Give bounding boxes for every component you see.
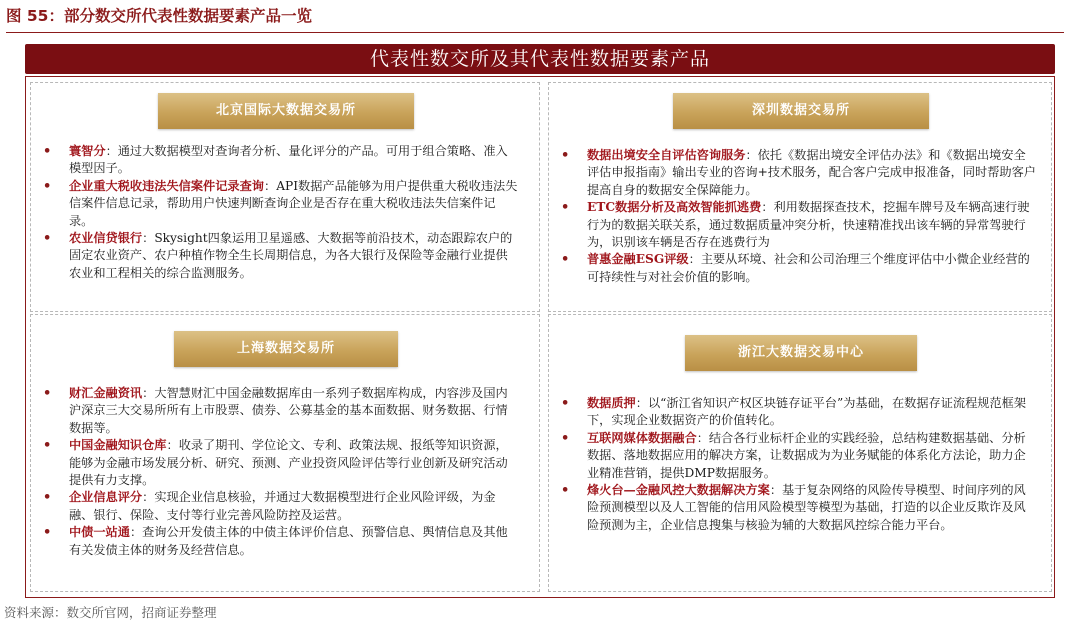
product-name: 财汇金融资讯 <box>69 386 143 400</box>
bullet-icon: • <box>43 386 52 401</box>
product-desc: 查询公开发债主体的中债主体评价信息、预警信息、舆情信息及其他有关发债主体的财务及经营信息。 <box>69 525 508 557</box>
product-desc: 主要从环境、社会和公司治理三个维度评估中小微企业经营的可持续性与对社会价值的影响。 <box>587 252 1030 284</box>
list-item: • ETC数据分析及高效智能抓逃费：利用数据探查技术，挖掘车牌号及车辆高速行驶行为的数据关联关系，通过数据质量冲突分析，快速精准找出该车辆的异常驾驶行为，识别该车辆是否存在逃费行为 <box>561 200 1030 250</box>
product-name: 寰智分 <box>69 144 106 158</box>
product-desc: 大智慧财汇中国金融数据库由一系列子数据库构成，内容涉及国内沪深京三大交易所所有上市股票、债券、公募基金的基本面数据、财务数据、行情数据等。 <box>69 386 508 435</box>
exchange-label-shanghai: 上海数据交易所 <box>174 331 398 367</box>
product-desc: 依托《数据出境安全评估办法》和《数据出境安全评估申报指南》输出专业的咨询+技术服务，配合客户完成申报准备，同时帮助客户提高自身的数据安全保障能力。 <box>587 148 1036 197</box>
product-name: 中债一站通 <box>69 525 130 540</box>
panel-shanghai <box>30 314 540 592</box>
product-desc: 通过大数据模型对查询者分析、量化评分的产品。可用于组合策略、准入模型因子。 <box>69 144 508 176</box>
product-name: 互联网媒体数据融合 <box>587 430 697 445</box>
product-name: 数据出境安全自评估咨询服务 <box>587 148 746 162</box>
list-item: • 中债一站通：查询公开发债主体的中债主体评价信息、预警信息、舆情信息及其他有关发债主体的财务及经营信息。 <box>43 525 508 557</box>
product-name: 企业信息评分 <box>69 490 143 505</box>
bullet-icon: • <box>561 148 570 163</box>
bullet-icon: • <box>43 231 52 247</box>
product-name: 中国金融知识仓库 <box>69 438 167 453</box>
figure-title: 图 55：部分数交所代表性数据要素产品一览 <box>6 7 312 25</box>
bullet-icon: • <box>43 144 52 159</box>
bullet-icon: • <box>561 252 570 268</box>
product-desc: API数据产品能够为用户提供重大税收违法失信案件信息记录，帮助用户快速判断查询企业是否存在重大税收违法失信案件记录。 <box>69 178 518 228</box>
bullet-icon: • <box>43 525 52 541</box>
bullet-icon: • <box>43 178 52 194</box>
panel-shenzhen <box>548 82 1052 312</box>
product-name: 数据质押 <box>587 396 636 410</box>
banner-title: 代表性数交所及其代表性数据要素产品 <box>25 44 1055 74</box>
list-item: • 中国金融知识仓库：收录了期刊、学位论文、专利、政策法规、报纸等知识资源，能够为金融市场发展分析、研究、预测、产业投资风险评估等行业创新及研究活动提供有力支撑。 <box>43 438 508 488</box>
bullet-icon: • <box>43 490 52 506</box>
product-list-shenzhen <box>561 147 1037 286</box>
product-desc: 利用数据探查技术，挖掘车牌号及车辆高速行驶行为的数据关联关系，通过数据质量冲突分析，快速精准找出该车辆的异常驾驶行为，识别该车辆是否存在逃费行为 <box>587 200 1030 250</box>
product-name: 企业重大税收违法失信案件记录查询 <box>69 178 264 193</box>
list-item: • 数据出境安全自评估咨询服务：依托《数据出境安全评估办法》和《数据出境安全评估申报指南》输出专业的咨询+技术服务，配合客户完成申报准备，同时帮助客户提高自身的数据安全保障能力。 <box>561 148 1036 197</box>
list-item: • 烽火台—金融风控大数据解决方案：基于复杂网络的风险传导模型、时间序列的风险预测模型以及人工智能的信用风险模型等模型为基础，打造的以企业反欺诈及风险预测为主，企业信息搜集与核验为辅的大数据风控综合能力平台。 <box>561 483 1026 532</box>
bullet-icon: • <box>561 396 570 411</box>
list-item: • 企业信息评分：实现企业信息核验，并通过大数据模型进行企业风险评级，为金融、银行、保险、支付等行业完善风险防控及运营。 <box>43 490 496 522</box>
list-item: • 互联网媒体数据融合：结合各行业标杆企业的实践经验，总结构建数据基础、分析数据、落地数据应用的解决方案，让数据成为为业务赋能的体系化方法论，助力企业精准营销，提供DMP数据服务。 <box>561 430 1026 480</box>
bullet-icon: • <box>561 430 570 446</box>
list-item: • 企业重大税收违法失信案件记录查询：API数据产品能够为用户提供重大税收违法失信案件信息记录，帮助用户快速判断查询企业是否存在重大税收违法失信案件记录。 <box>43 178 518 228</box>
bullet-icon: • <box>43 438 52 454</box>
product-name: 普惠金融ESG评级 <box>587 252 689 267</box>
exchange-label-beijing: 北京国际大数据交易所 <box>158 93 414 129</box>
list-item: • 数据质押：以“浙江省知识产权区块链存证平台”为基础，在数据存证流程规范框架下，实现企业数据资产的价值转化。 <box>561 396 1027 428</box>
panel-beijing <box>30 82 540 312</box>
list-item: • 财汇金融资讯：大智慧财汇中国金融数据库由一系列子数据库构成，内容涉及国内沪深京三大交易所所有上市股票、债券、公募基金的基本面数据、财务数据、行情数据等。 <box>43 386 508 435</box>
product-list-beijing <box>43 143 519 282</box>
title-divider <box>6 32 1064 33</box>
product-desc: 结合各行业标杆企业的实践经验，总结构建数据基础、分析数据、落地数据应用的解决方案，让数据成为为业务赋能的体系化方法论，助力企业精准营销，提供DMP数据服务。 <box>587 430 1026 480</box>
product-list-zhejiang <box>561 395 1037 534</box>
exchange-label-zhejiang: 浙江大数据交易中心 <box>685 335 917 371</box>
list-item: • 普惠金融ESG评级：主要从环境、社会和公司治理三个维度评估中小微企业经营的可持续性与对社会价值的影响。 <box>561 252 1030 284</box>
source-note: 资料来源：数交所官网，招商证券整理 <box>4 605 217 620</box>
product-desc: 收录了期刊、学位论文、专利、政策法规、报纸等知识资源，能够为金融市场发展分析、研究、预测、产业投资风险评估等行业创新及研究活动提供有力支撑。 <box>69 438 508 488</box>
product-desc: Skysight四象运用卫星遥感、大数据等前沿技术，动态跟踪农户的固定农业资产、农户种植作物全生长周期信息，为各大银行及保险等金融行业提供农业和工程相关的综合监测服务。 <box>69 231 513 280</box>
product-desc: 实现企业信息核验，并通过大数据模型进行企业风险评级，为金融、银行、保险、支付等行业完善风险防控及运营。 <box>69 490 496 522</box>
list-item: • 农业信贷银行：Skysight四象运用卫星遥感、大数据等前沿技术，动态跟踪农户的固定农业资产、农户种植作物全生长周期信息，为各大银行及保险等金融行业提供农业和工程相关的综合监测服务。 <box>43 231 513 280</box>
exchange-label-shenzhen: 深圳数据交易所 <box>673 93 929 129</box>
product-desc: 以“浙江省知识产权区块链存证平台”为基础，在数据存证流程规范框架下，实现企业数据资产的价值转化。 <box>587 396 1027 428</box>
list-item: • 寰智分：通过大数据模型对查询者分析、量化评分的产品。可用于组合策略、准入模型因子。 <box>43 144 508 176</box>
bullet-icon: • <box>561 200 570 216</box>
panel-zhejiang <box>548 314 1052 592</box>
bullet-icon: • <box>561 483 570 499</box>
product-name: ETC数据分析及高效智能抓逃费 <box>587 200 762 215</box>
product-desc: 基于复杂网络的风险传导模型、时间序列的风险预测模型以及人工智能的信用风险模型等模型为基础，打造的以企业反欺诈及风险预测为主，企业信息搜集与核验为辅的大数据风控综合能力平台。 <box>587 483 1026 532</box>
product-name: 烽火台—金融风控大数据解决方案 <box>587 483 770 498</box>
product-list-shanghai <box>43 385 519 559</box>
product-name: 农业信贷银行 <box>69 231 143 246</box>
